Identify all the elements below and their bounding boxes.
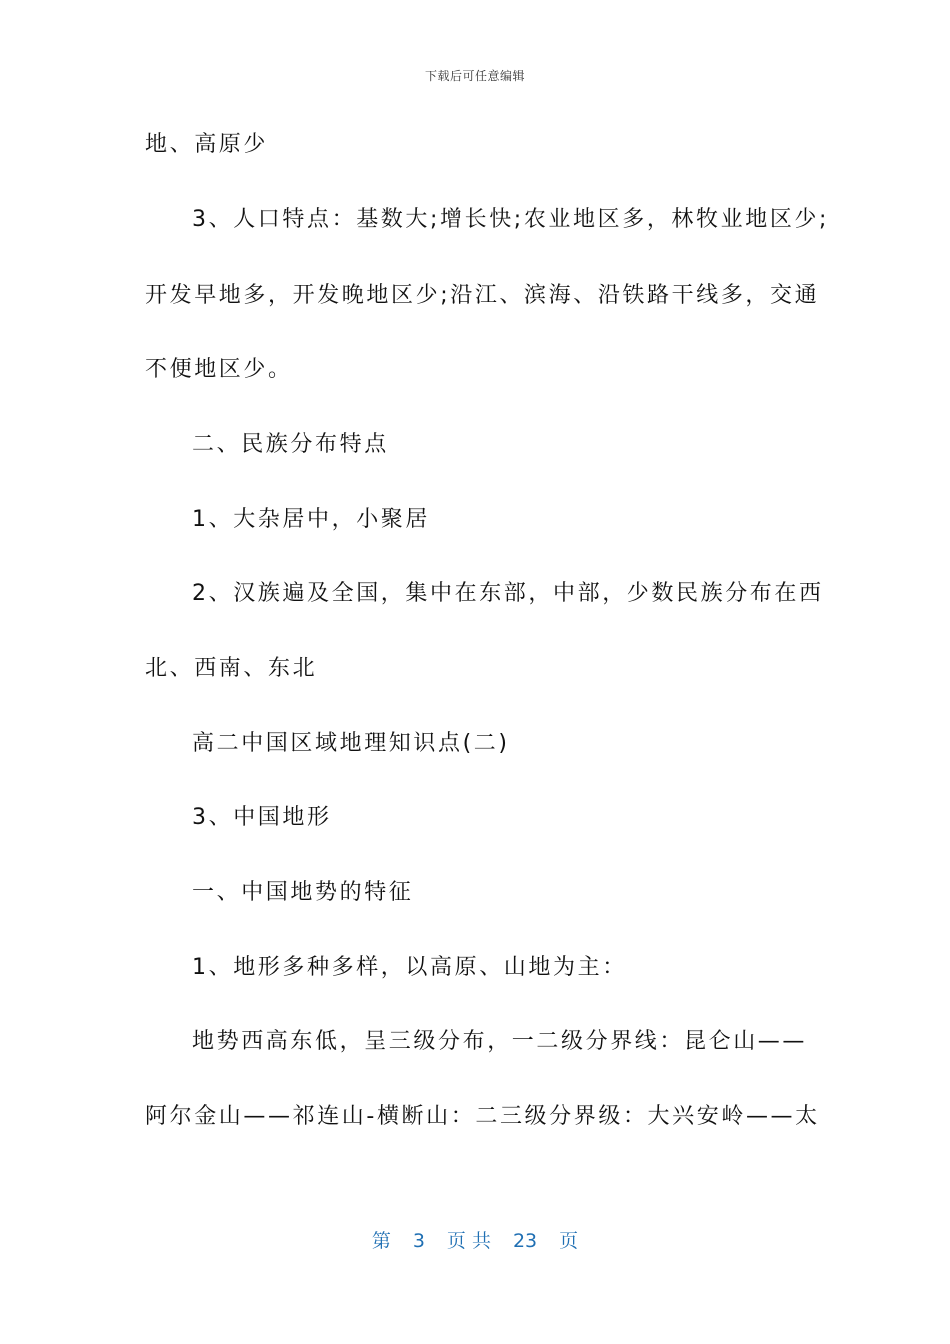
page-footer [0, 1226, 950, 1253]
body-line-4: 不便地区少。 [145, 357, 293, 382]
footer-suffix: 页 [559, 1230, 579, 1252]
body-line-14: 阿尔金山——祁连山-横断山：二三级分界级：大兴安岭——太 [145, 1104, 820, 1129]
body-line-11: 一、中国地势的特征 [192, 880, 414, 905]
body-line-12: 1、地形多种多样，以高原、山地为主： [192, 955, 627, 980]
body-line-1: 地、高原少 [145, 132, 269, 157]
body-line-3: 开发早地多，开发晚地区少;沿江、滨海、沿铁路干线多，交通 [145, 283, 820, 308]
body-line-7: 2、汉族遍及全国，集中在东部，中部，少数民族分布在西 [192, 581, 824, 606]
footer-total-pages: 23 [512, 1230, 538, 1252]
body-line-8: 北、西南、东北 [145, 656, 318, 681]
footer-middle: 页 共 [446, 1230, 491, 1252]
body-line-9: 高二中国区域地理知识点(二) [192, 731, 510, 756]
body-line-13: 地势西高东低，呈三级分布，一二级分界线：昆仑山—— [192, 1029, 808, 1054]
footer-current-page: 3 [412, 1230, 425, 1252]
header-note: 下载后可任意编辑 [424, 69, 525, 83]
footer-prefix: 第 [371, 1230, 391, 1252]
body-line-10: 3、中国地形 [192, 805, 332, 830]
body-line-6: 1、大杂居中，小聚居 [192, 507, 430, 532]
body-line-5: 二、民族分布特点 [192, 432, 389, 457]
body-line-2: 3、人口特点：基数大;增长快;农业地区多，林牧业地区少; [192, 207, 830, 232]
